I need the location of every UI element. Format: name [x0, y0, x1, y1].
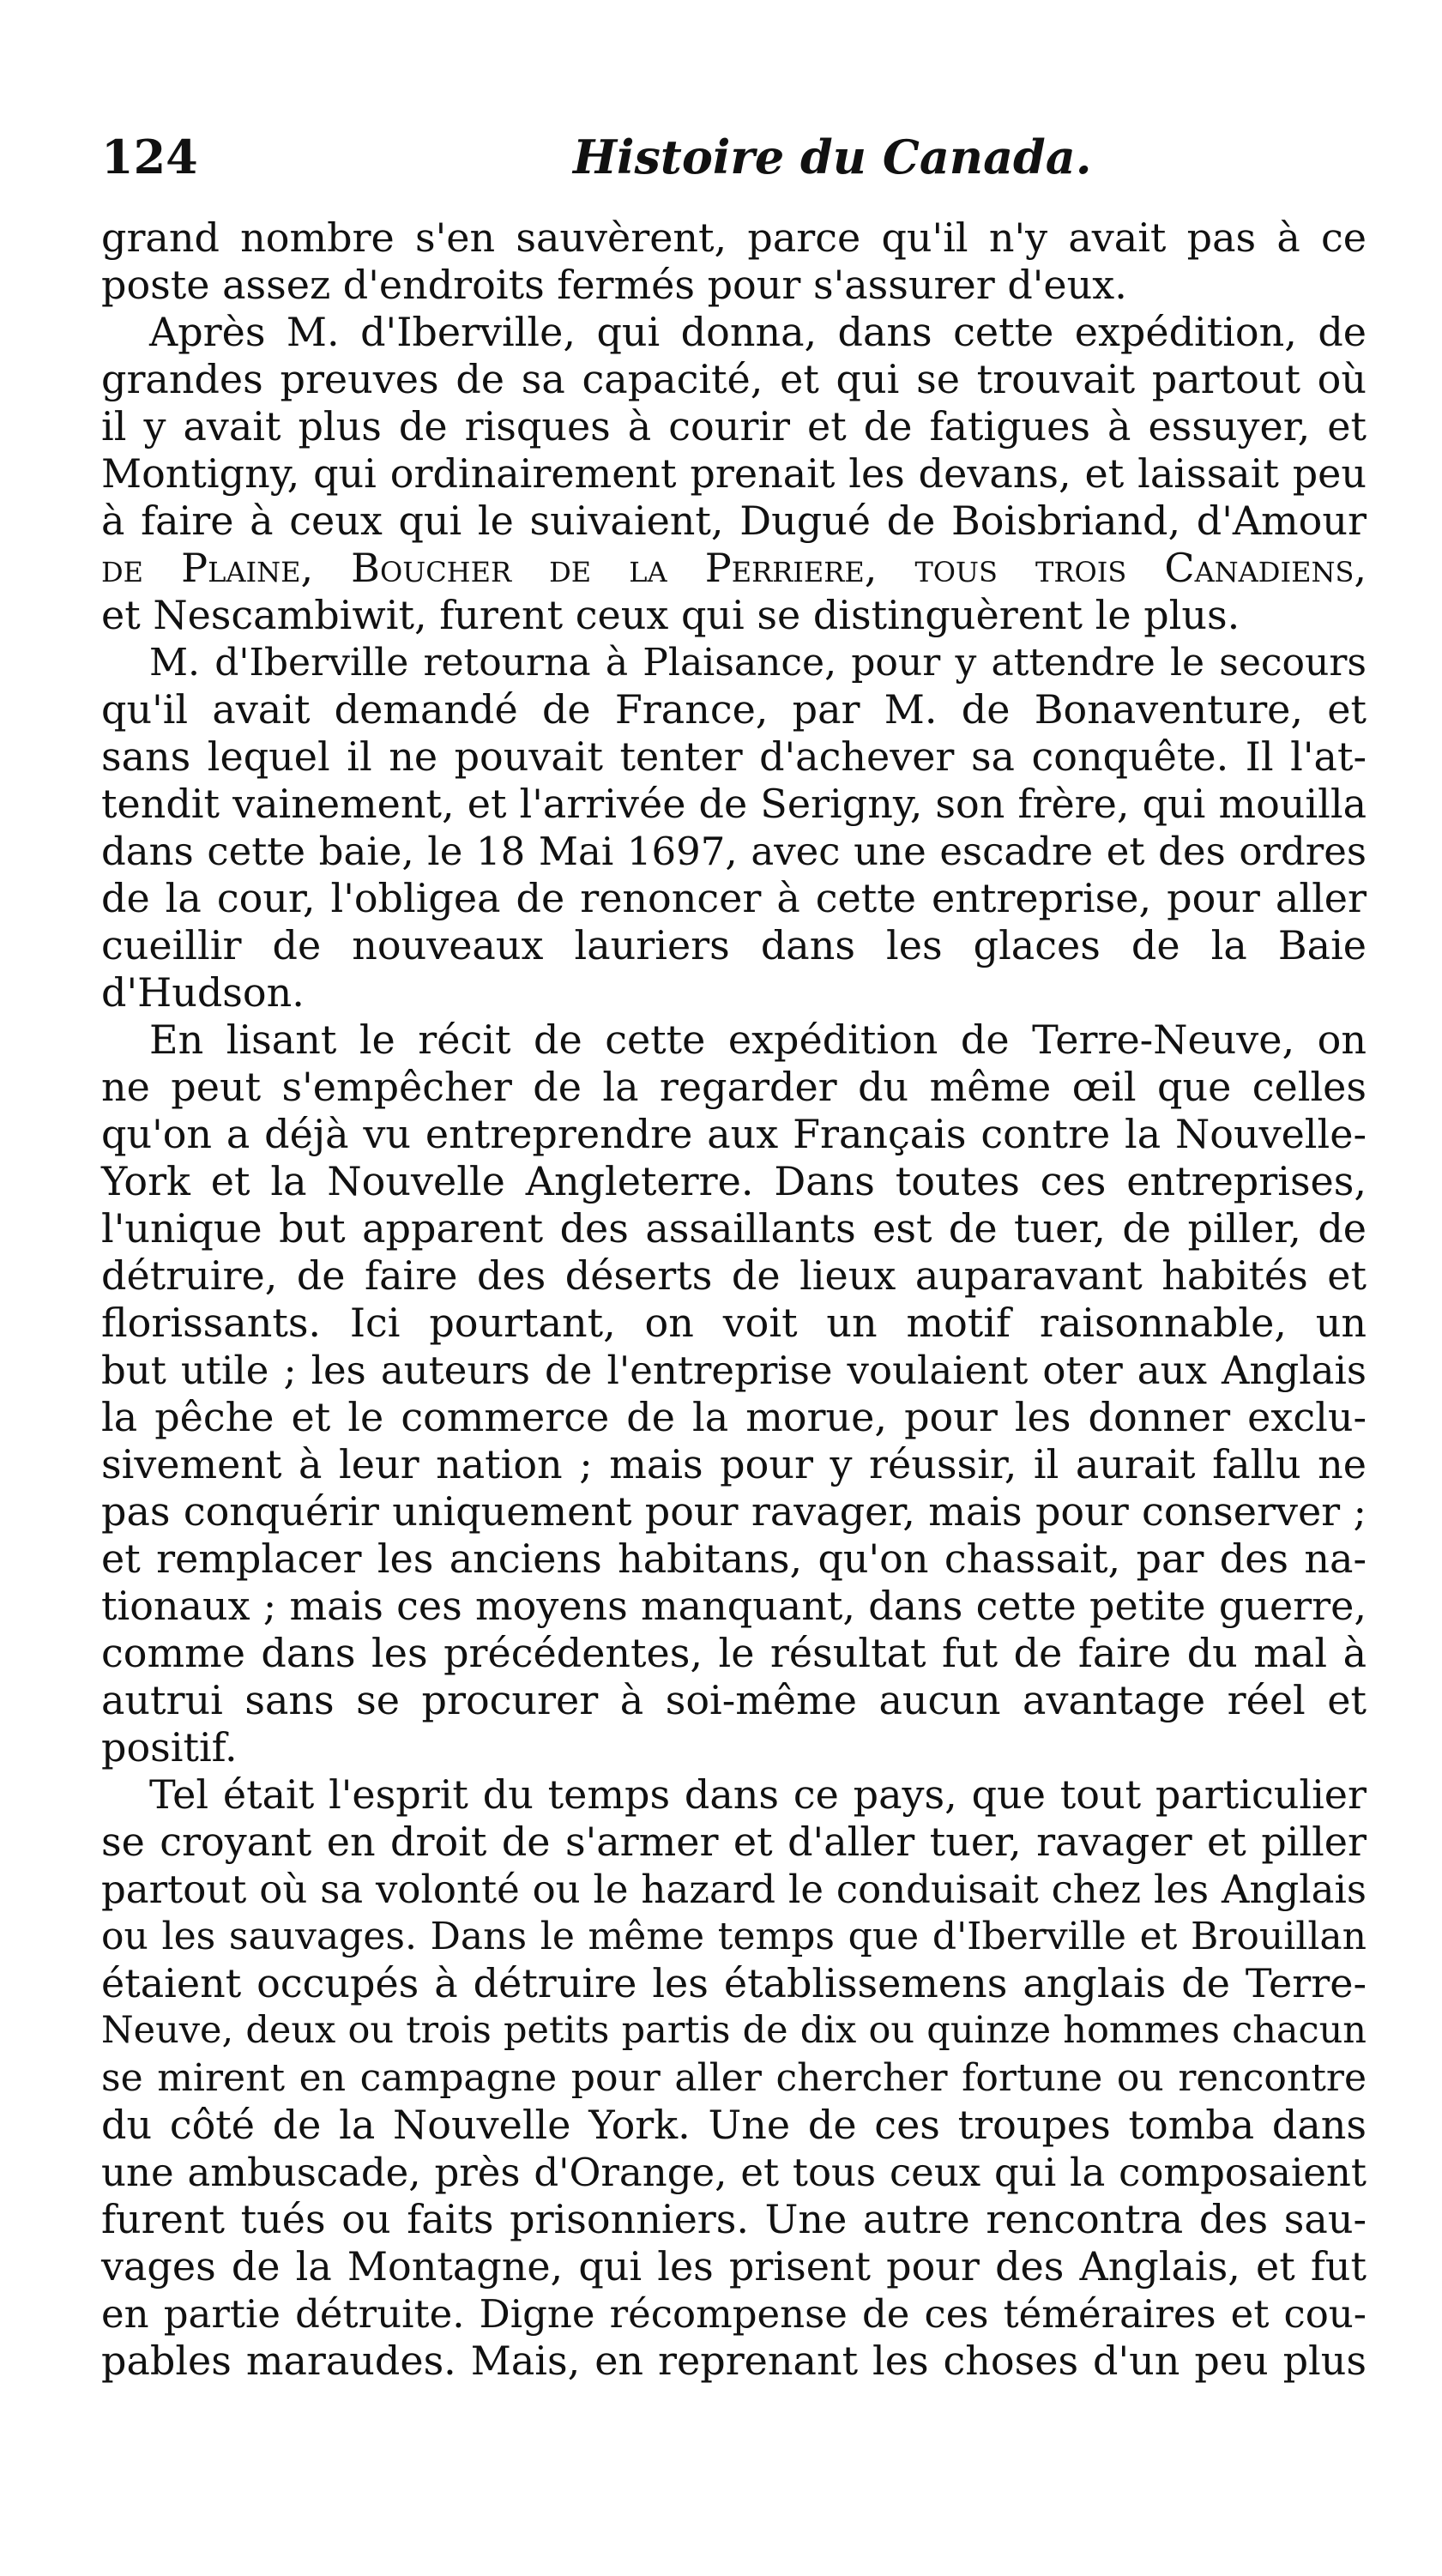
text-line: grand nombre s'en sauvèrent, parce qu'il n'y avait pas à ce — [101, 214, 1367, 261]
text-line: tionaux ; mais ces moyens manquant, dans cette petite guerre, — [101, 1583, 1367, 1629]
text-line: de Plaine, Boucher de la Perriere, tous trois Canadiens, — [101, 545, 1367, 591]
text-line: et Nescambiwit, furent ceux qui se distinguèrent le plus. — [101, 592, 1240, 638]
text-line: en partie détruite. Digne récompense de ces téméraires et cou- — [101, 2291, 1367, 2337]
text-line: à faire à ceux qui le suivaient, Dugué de Boisbriand, d'Amour — [101, 498, 1367, 544]
text-line: la pêche et le commerce de la morue, pour les donner exclu- — [101, 1394, 1367, 1440]
text-line: Tel était l'esprit du temps dans ce pays, que tout particulier — [149, 1771, 1367, 1818]
text-line: autrui sans se procurer à soi-même aucun avantage réel et — [101, 1677, 1367, 1723]
text-line: grandes preuves de sa capacité, et qui se trouvait partout où — [101, 356, 1367, 402]
text-line: cueillir de nouveaux lauriers dans les glaces de la Baie — [101, 922, 1367, 968]
text-line: ne peut s'empêcher de la regarder du même œil que celles — [101, 1064, 1367, 1110]
text-line: sivement à leur nation ; mais pour y réussir, il aurait fallu ne — [101, 1441, 1367, 1487]
text-line: Neuve, deux ou trois petits partis de dix ou quinze hommes chacun — [101, 2009, 1367, 2052]
page-number: 124 — [101, 130, 198, 184]
text-line: d'Hudson. — [101, 969, 305, 1016]
text-line: ou les sauvages. Dans le même temps que d'Iberville et Brouillan — [101, 1915, 1367, 1958]
text-line: une ambuscade, près d'Orange, et tous ceux qui la composaient — [101, 2150, 1367, 2195]
text-line: et remplacer les anciens habitans, qu'on chassait, par des na- — [101, 1535, 1367, 1582]
text-line: dans cette baie, le 18 Mai 1697, avec une escadre et des ordres — [101, 829, 1367, 874]
text-line: Après M. d'Iberville, qui donna, dans cette expédition, de — [149, 309, 1367, 355]
text-line: vages de la Montagne, qui les prisent pour des Anglais, et fut — [101, 2243, 1367, 2289]
text-line: partout où sa volonté ou le hazard le conduisait chez les Anglais — [101, 1867, 1367, 1912]
text-line: détruire, de faire des déserts de lieux auparavant habités et — [101, 1252, 1367, 1299]
text-line: pas conquérir uniquement pour ravager, mais pour conserver ; — [101, 1488, 1367, 1535]
text-line: but utile ; les auteurs de l'entreprise voulaient oter aux Anglais — [101, 1348, 1367, 1393]
text-line: En lisant le récit de cette expédition de Terre-Neuve, on — [149, 1017, 1367, 1063]
body-text — [101, 214, 1367, 2385]
text-line: sans lequel il ne pouvait tenter d'achever sa conquête. Il l'at- — [101, 733, 1367, 780]
text-line: de la cour, l'obligea de renoncer à cette entreprise, pour aller — [101, 875, 1367, 921]
text-line: qu'il avait demandé de France, par M. de Bonaventure, et — [101, 686, 1367, 733]
text-line: étaient occupés à détruire les établissemens anglais de Terre- — [101, 1960, 1367, 2006]
page-header — [101, 127, 1367, 187]
text-line: florissants. Ici pourtant, on voit un motif raisonnable, un — [101, 1300, 1367, 1346]
text-line: York et la Nouvelle Angleterre. Dans toutes ces entreprises, — [101, 1158, 1367, 1204]
text-line: poste assez d'endroits fermés pour s'assurer d'eux. — [101, 262, 1127, 308]
text-line: qu'on a déjà vu entreprendre aux Français contre la Nouvelle- — [101, 1111, 1367, 1157]
text-line: tendit vainement, et l'arrivée de Serigny, son frère, qui mouilla — [101, 781, 1367, 827]
text-line: il y avait plus de risques à courir et de fatigues à essuyer, et — [101, 403, 1367, 449]
text-line: M. d'Iberville retourna à Plaisance, pour y attendre le secours — [149, 641, 1367, 685]
text-line: positif. — [101, 1724, 238, 1771]
text-line: se mirent en campagne pour aller chercher fortune ou rencontre — [101, 2056, 1367, 2100]
text-line: du côté de la Nouvelle York. Une de ces troupes tomba dans — [101, 2102, 1367, 2148]
text-line: se croyant en droit de s'armer et d'aller tuer, ravager et piller — [101, 1819, 1367, 1865]
text-line: comme dans les précédentes, le résultat fut de faire du mal à — [101, 1630, 1367, 1676]
text-line: furent tués ou faits prisonniers. Une autre rencontra des sau- — [101, 2196, 1367, 2242]
text-line: Montigny, qui ordinairement prenait les devans, et laissait peu — [101, 450, 1367, 497]
text-line: pables maraudes. Mais, en reprenant les choses d'un peu plus — [101, 2338, 1367, 2384]
running-title: Histoire du Canada. — [573, 130, 1092, 184]
text-line: l'unique but apparent des assaillants est de tuer, de piller, de — [101, 1205, 1367, 1252]
